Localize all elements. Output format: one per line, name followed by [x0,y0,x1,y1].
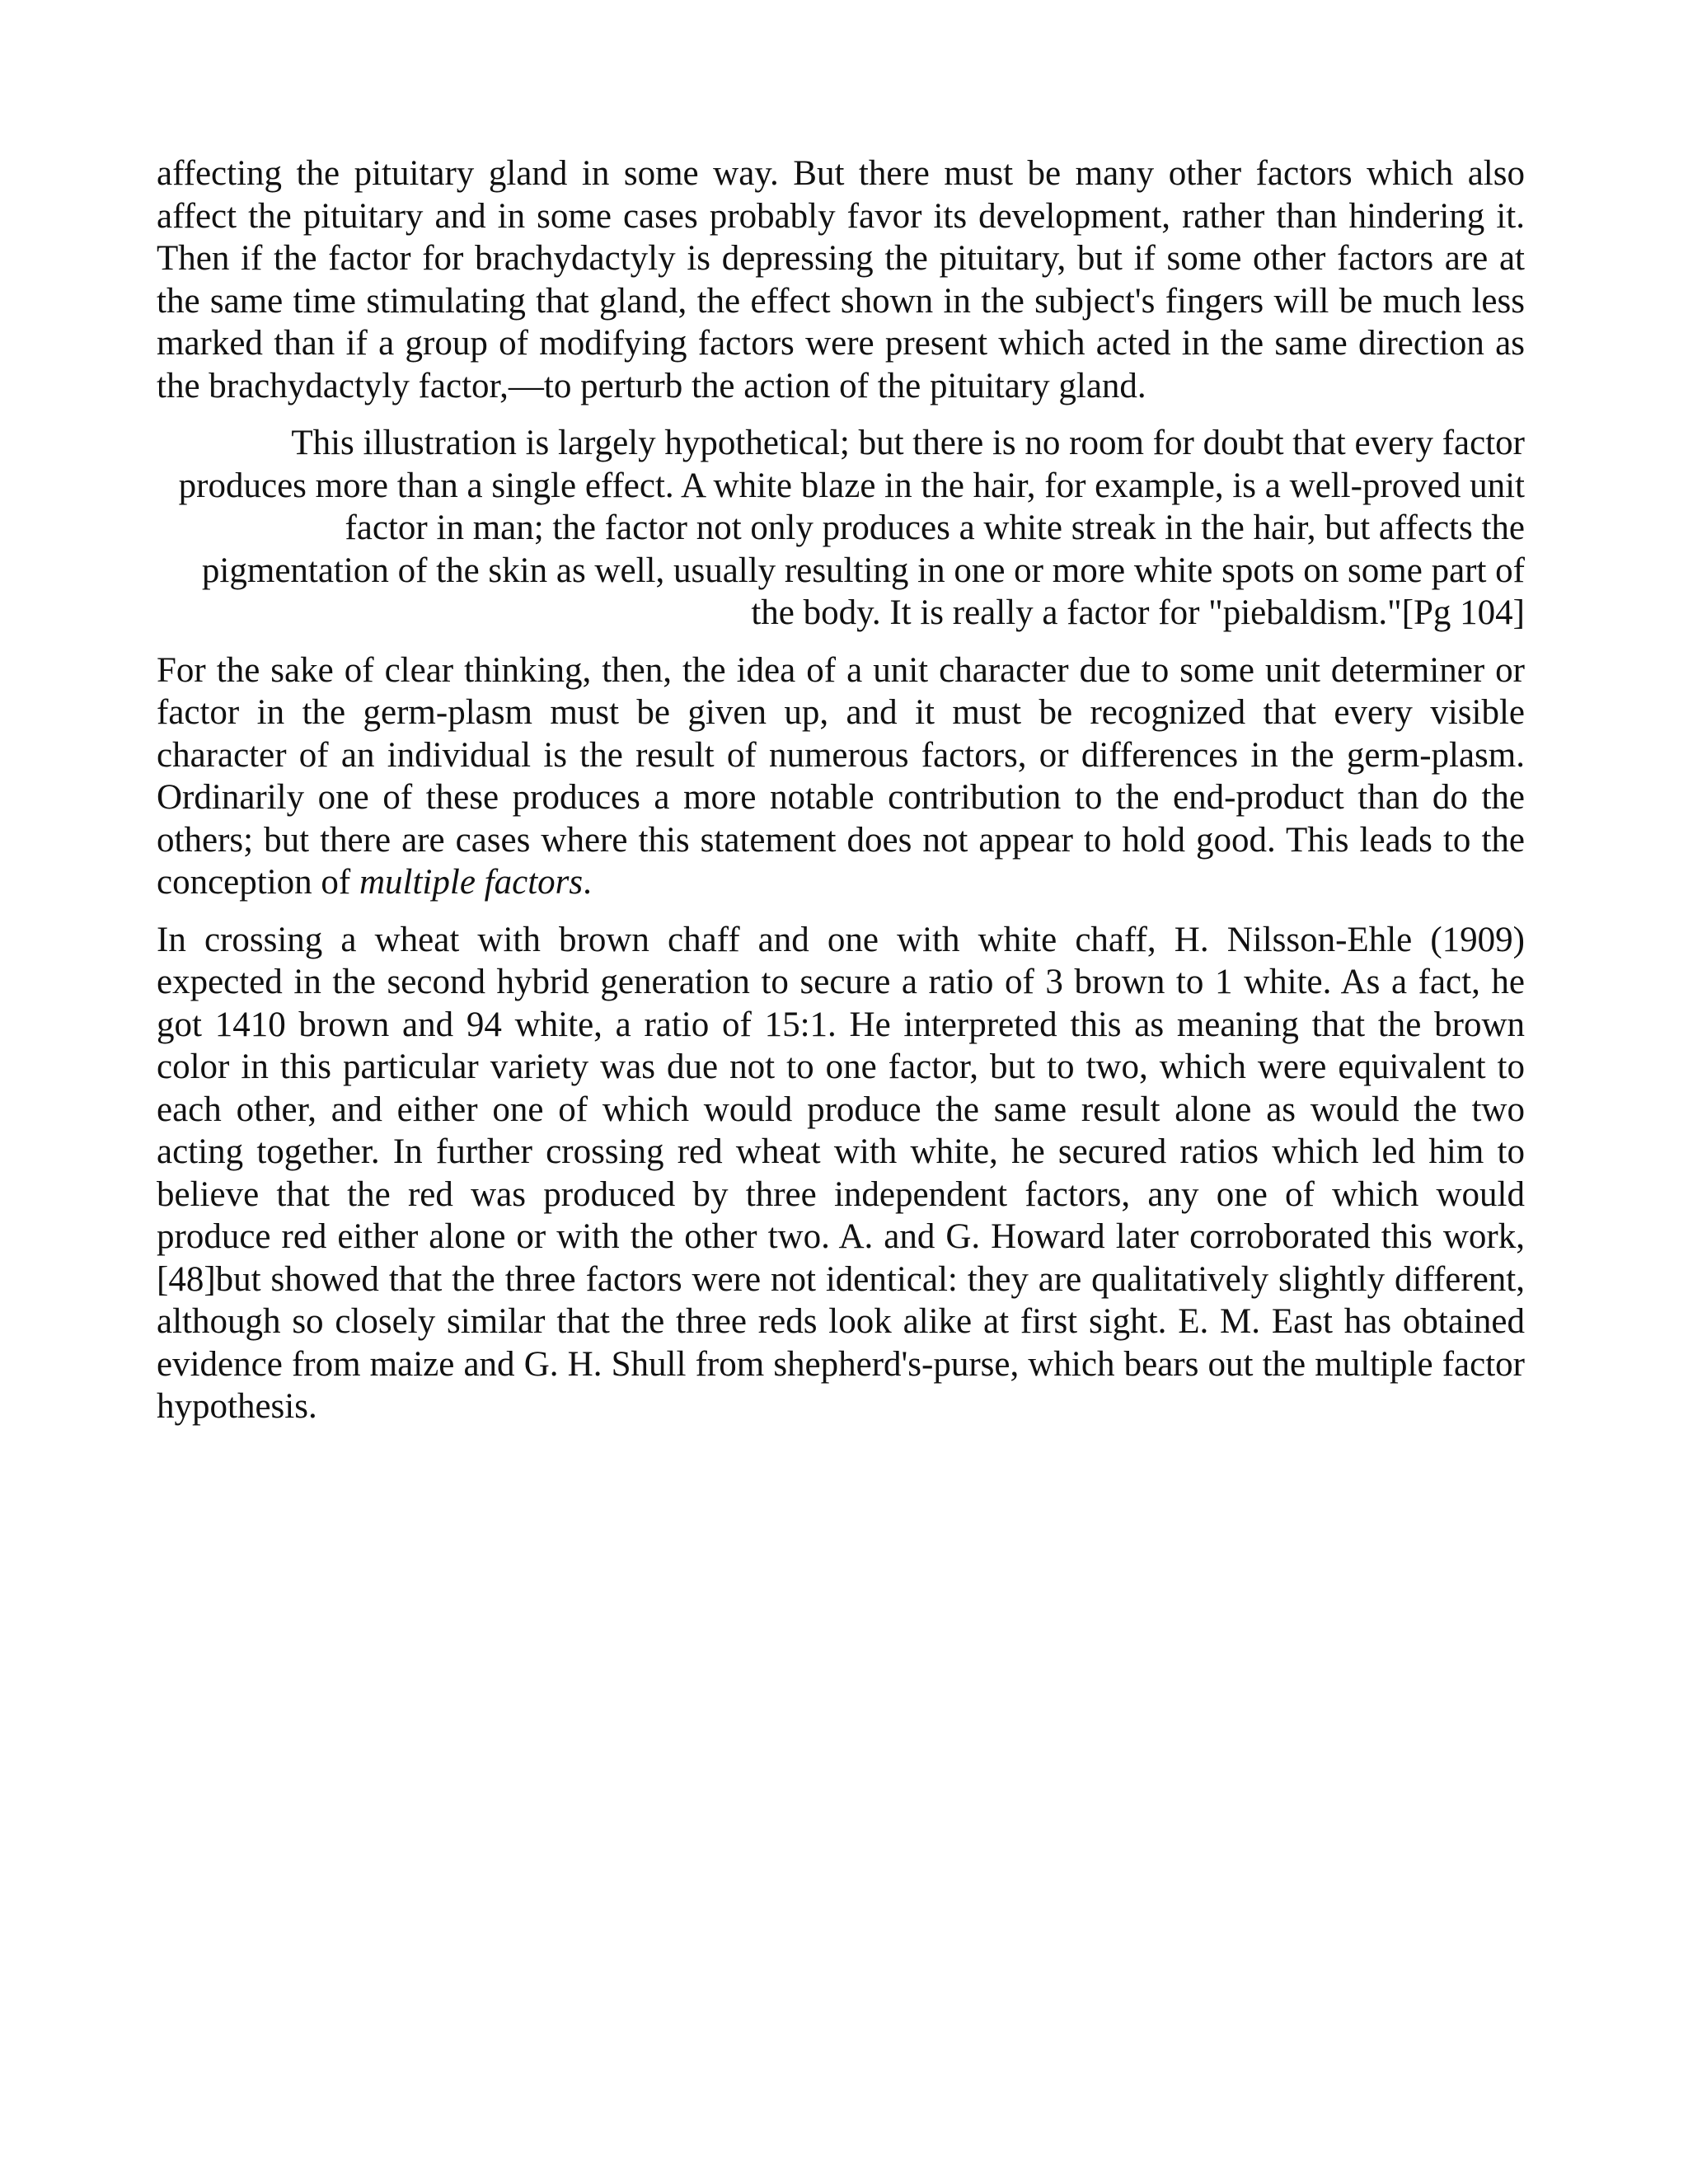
emphasis-multiple-factors: multiple factors [359,863,584,902]
paragraph-wheat-crossing: In crossing a wheat with brown chaff and one with white chaff, H. Nilsson-Ehle (1909) expected in the second hybrid generation to secure a ratio of 3 brown to 1 white. As a fact, he got 1410 brown and 94 white, a ratio of 15:1. He interpreted this as meaning that the brown color in this particular variety was due not to one factor, but to two, which were equivalent to each other, and either one of which would produce the same result alone as would the two acting together. In further crossing red wheat with white, he secured ratios which led him to believe that the red was produced by three independent factors, any one of which would produce red either alone or with the other two. A. and G. Howard later corroborated this work,[48]but showed that the three factors were not identical: they are qualitatively slightly different, although so closely similar that the three reds look alike at first sight. E. M. East has obtained evidence from maize and G. H. Shull from shepherd's-purse, which bears out the multiple factor hypothesis. [157,920,1525,1426]
paragraph-unit-character [157,649,1525,904]
page-body [157,152,1525,1443]
paragraph-illustration: This illustration is largely hypothetical; but there is no room for doubt that every factor produces more than a single effect. A white blaze in the hair, for example, is a well-proved unit factor in man; the factor not only produces a white streak in the hair, but affects the pigmentation of the skin as well, usually resulting in one or more white spots on some part of the body. It is really a factor for "piebaldism."[Pg 104] [178,424,1525,632]
paragraph-unit-character-end: . [583,863,592,902]
paragraph-unit-character-text: For the sake of clear thinking, then, the idea of a unit character due to some unit determiner or factor in the germ-plasm must be given up, and it must be recognized that every visible character of an individual is the result of numerous factors, or differences in the germ-plasm. Ordinarily one of these produces a more notable contribution to the end-product than do the others; but there are cases where this statement does not appear to hold good. This leads to the conception of [157,650,1525,902]
paragraph-pituitary: affecting the pituitary gland in some way. But there must be many other factors which also affect the pituitary and in some cases probably favor its development, rather than hindering it. Then if the factor for brachydactyly is depressing the pituitary, but if some other factors are at the same time stimulating that gland, the effect shown in the subject's fingers will be much less marked than if a group of modifying factors were present which acted in the same direction as the brachydactyly factor,—to perturb the action of the pituitary gland. [157,154,1525,405]
